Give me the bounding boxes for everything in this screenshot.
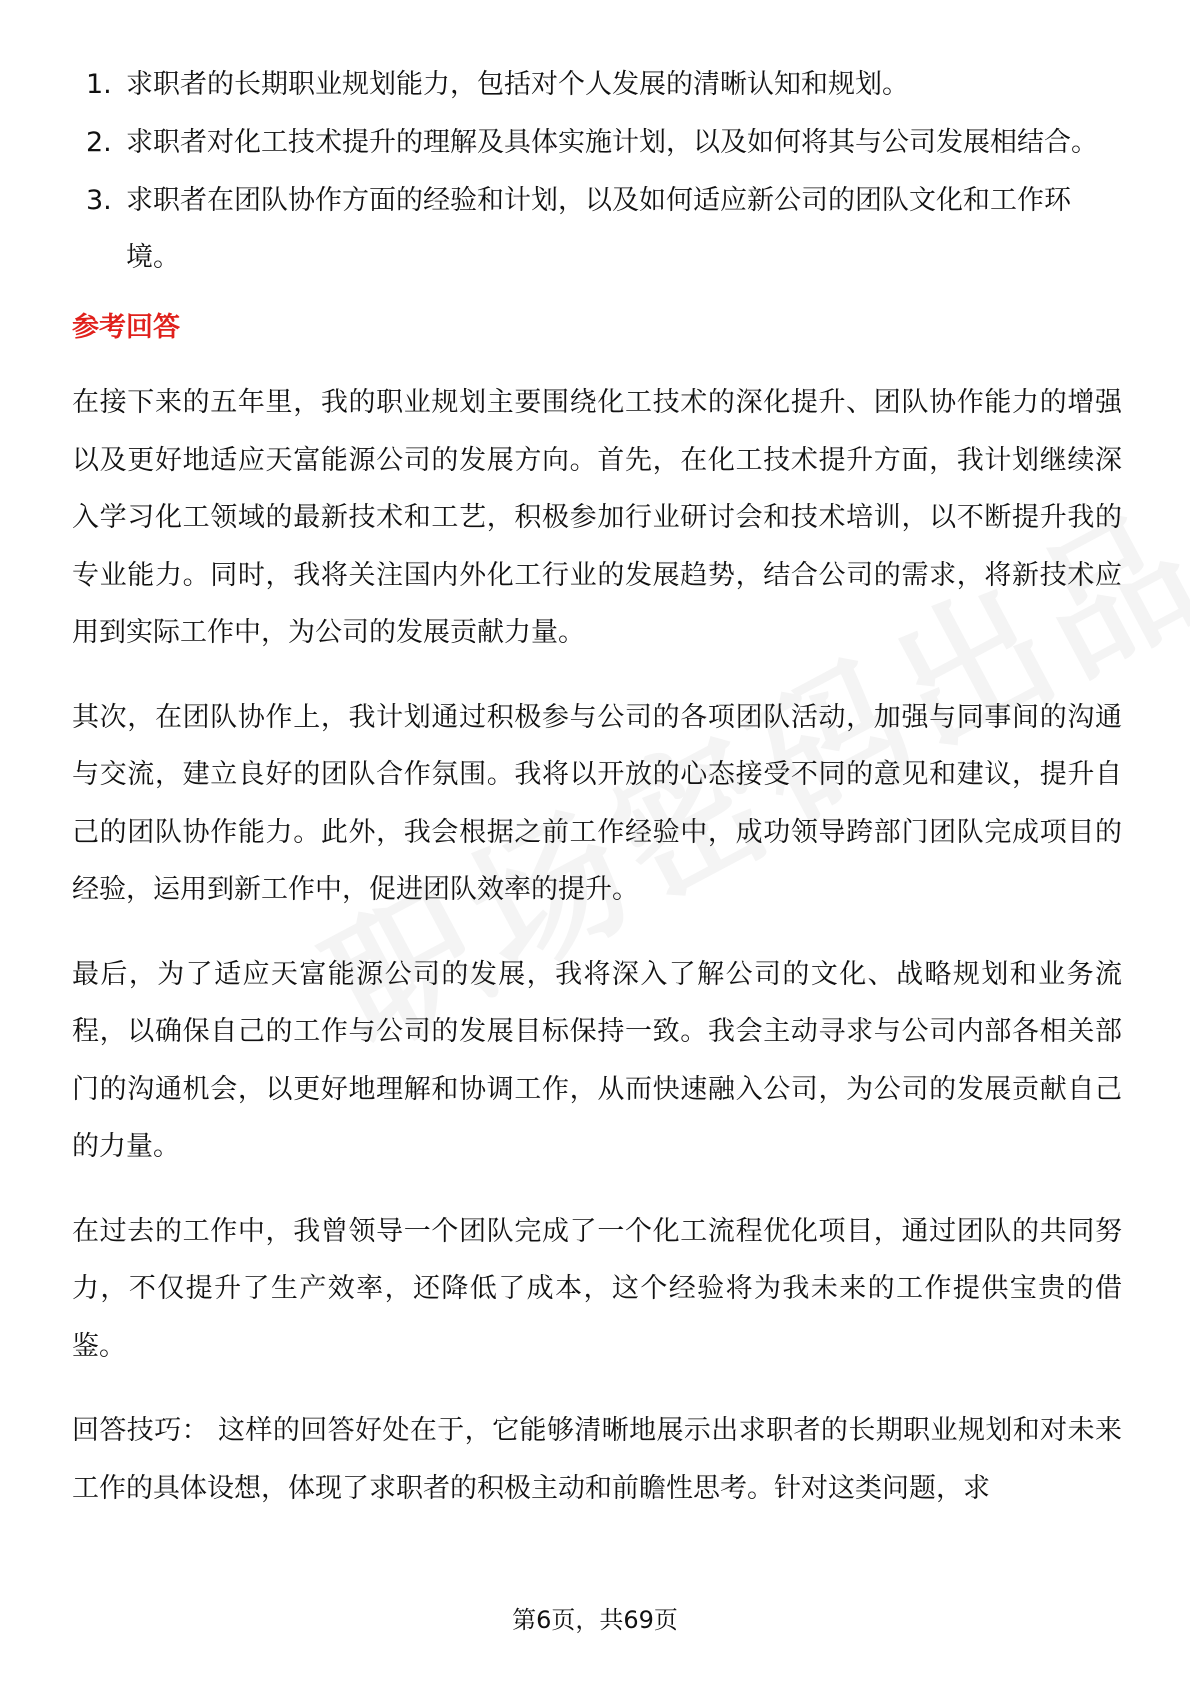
- list-item-text: 求职者的长期职业规划能力，包括对个人发展的清晰认知和规划。: [126, 69, 909, 100]
- list-item-text: 求职者在团队协作方面的经验和计划，以及如何适应新公司的团队文化和工作环境。: [126, 185, 1071, 273]
- section-heading: 参考回答: [72, 312, 180, 343]
- page-content: [72, 56, 1122, 1544]
- list-item-number: 3.: [86, 185, 112, 216]
- answer-tip-paragraph: 回答技巧： 这样的回答好处在于，它能够清晰地展示出求职者的长期职业规划和对未来工作的具体设想，体现了求职者的积极主动和前瞻性思考。针对这类问题，求: [72, 1415, 1122, 1504]
- list-item: [72, 114, 1122, 171]
- answer-paragraph-4: 在过去的工作中，我曾领导一个团队完成了一个化工流程优化项目，通过团队的共同努力，不仅提升了生产效率，还降低了成本，这个经验将为我未来的工作提供宝贵的借鉴。: [72, 1215, 1122, 1362]
- list-item: [72, 172, 1122, 286]
- list-item-text: 求职者对化工技术提升的理解及具体实施计划，以及如何将其与公司发展相结合。: [126, 127, 1098, 158]
- answer-paragraph-2: 其次，在团队协作上，我计划通过积极参与公司的各项团队活动，加强与同事间的沟通与交流，建立良好的团队合作氛围。我将以开放的心态接受不同的意见和建议，提升自己的团队协作能力。此外，我会根据之前工作经验中，成功领导跨部门团队完成项目的经验，运用到新工作中，促进团队效率的提升。: [72, 701, 1122, 905]
- question-list: [72, 56, 1122, 286]
- list-item: [72, 56, 1122, 113]
- answer-paragraph-1: 在接下来的五年里，我的职业规划主要围绕化工技术的深化提升、团队协作能力的增强以及更好地适应天富能源公司的发展方向。首先，在化工技术提升方面，我计划继续深入学习化工领域的最新技术和工艺，积极参加行业研讨会和技术培训，以不断提升我的专业能力。同时，我将关注国内外化工行业的发展趋势，结合公司的需求，将新技术应用到实际工作中，为公司的发展贡献力量。: [72, 387, 1122, 648]
- page-number-footer: 第6页，共69页: [512, 1606, 678, 1634]
- answer-paragraph-3: 最后，为了适应天富能源公司的发展，我将深入了解公司的文化、战略规划和业务流程，以确保自己的工作与公司的发展目标保持一致。我会主动寻求与公司内部各相关部门的沟通机会，以更好地理解和协调工作，从而快速融入公司，为公司的发展贡献自己的力量。: [72, 958, 1122, 1162]
- list-item-number: 2.: [86, 127, 112, 158]
- list-item-number: 1.: [86, 69, 112, 100]
